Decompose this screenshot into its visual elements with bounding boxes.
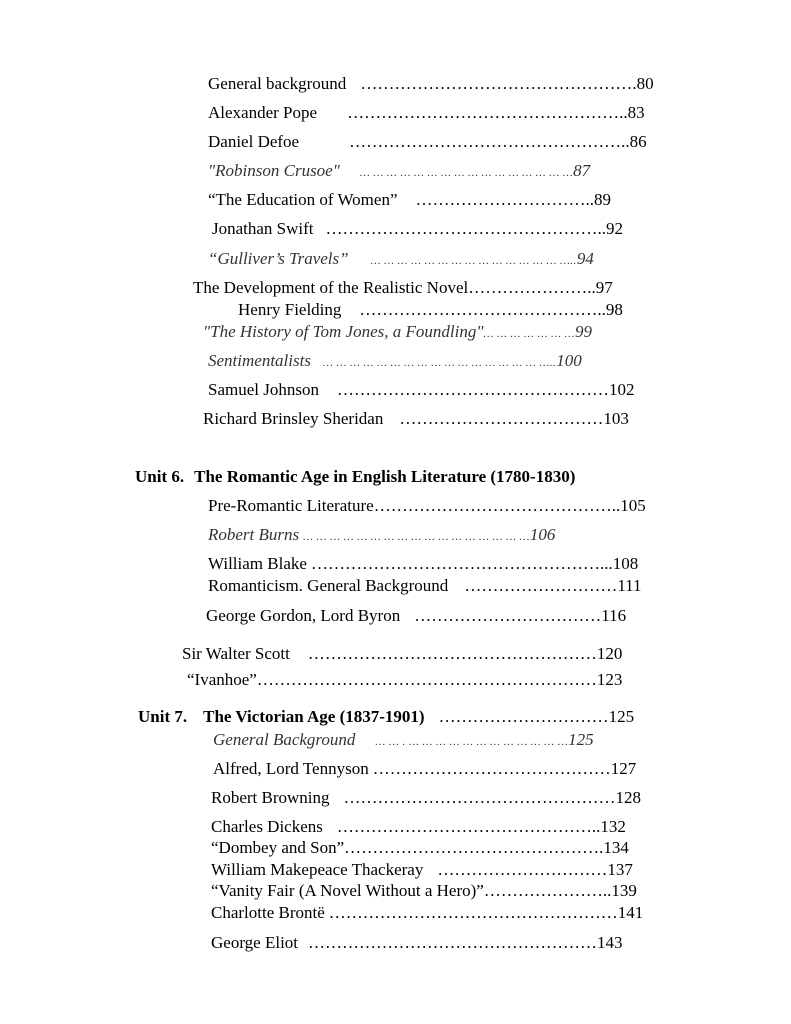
entry-page: 105 (620, 496, 646, 515)
toc-entry-romanticism (208, 576, 642, 596)
entry-page: 100 (556, 351, 582, 370)
entry-title: Samuel Johnson (208, 380, 319, 399)
entry-page: 111 (617, 576, 642, 595)
entry-dots: …………………………………………… (307, 644, 597, 663)
toc-entry-ivanhoe (187, 670, 622, 690)
entry-dots: …………………………………………… (308, 933, 598, 952)
entry-page: 80 (636, 74, 654, 93)
entry-title: William Makepeace Thackeray (211, 860, 424, 879)
entry-page: 89 (594, 190, 611, 209)
entry-title: “The Education of Women” (208, 190, 398, 209)
entry-page: 125 (568, 730, 594, 749)
entry-dots: …………………………………………. (360, 74, 637, 93)
entry-page: 125 (608, 707, 635, 726)
entry-dots: …………………………………… (372, 759, 611, 778)
entry-title: Charles Dickens (211, 817, 323, 836)
entry-title: Romanticism. General Background (208, 576, 449, 595)
entry-page: 116 (601, 606, 627, 625)
entry-dots: ………………………….. (415, 190, 594, 209)
toc-entry-dombey (211, 838, 629, 858)
entry-page: 94 (576, 249, 594, 268)
entry-page: 103 (603, 409, 629, 428)
unit-label: Unit 6. (135, 467, 185, 486)
entry-dots: …………………………………….. (359, 300, 606, 319)
entry-page: 141 (617, 903, 644, 922)
entry-dots: … … … … … … … … … … … … … … … … ….. (322, 357, 557, 369)
entry-page: 106 (529, 525, 556, 544)
entry-page: 92 (606, 219, 624, 238)
entry-dots: …………………………………………………… (256, 670, 597, 689)
entry-page: 108 (612, 554, 639, 573)
entry-dots: ………………………………………….. (347, 103, 628, 122)
toc-entry-sheridan (203, 409, 629, 429)
entry-title: Richard Brinsley Sheridan (203, 409, 384, 428)
entry-dots: ………………………………………….. (325, 219, 607, 238)
entry-dots: … … … … … … … … … … … … … … ….. (370, 255, 577, 267)
entry-dots: … … … … … … … … … … … … … … … … … (303, 531, 530, 543)
entry-title: “Ivanhoe” (187, 670, 257, 689)
toc-entry-dickens (211, 817, 626, 837)
toc-entry-byron (206, 606, 626, 626)
entry-title: Robert Burns (208, 525, 300, 544)
toc-entry-pre-romantic (208, 496, 646, 516)
entry-title: “Vanity Fair (A Novel Without a Hero)” (211, 881, 484, 900)
entry-title: Daniel Defoe (208, 132, 300, 151)
entry-dots: ……………………… (464, 576, 618, 595)
entry-dots: ………………….. (468, 278, 596, 297)
entry-page: 128 (615, 788, 642, 807)
entry-title: George Eliot (211, 933, 299, 952)
entry-page: 127 (610, 759, 637, 778)
entry-title: General background (208, 74, 347, 93)
entry-dots: ……………………………………….. (336, 817, 601, 836)
entry-dots: ………………….. (483, 881, 612, 900)
entry-title: William Blake (208, 554, 307, 573)
unit-title: The Victorian Age (1837-1901) (203, 707, 425, 726)
toc-entry-general-background (208, 74, 654, 94)
toc-entry-william-blake (208, 554, 638, 574)
entry-dots: … … … … … … … (483, 328, 575, 340)
entry-dots: … … . … … … … … … … … … … … … (375, 736, 569, 748)
entry-title: Sir Walter Scott (182, 644, 290, 663)
entry-title: George Gordon, Lord Byron (206, 606, 401, 625)
entry-dots: … … … … … … … … … … … … … … … … (359, 167, 574, 179)
entry-dots: ………………………… (438, 707, 609, 726)
toc-entry-daniel-defoe (208, 132, 647, 152)
entry-dots: ………………………………………… (343, 788, 616, 807)
toc-entry-bronte (211, 903, 643, 923)
entry-page: 120 (596, 644, 623, 663)
entry-page: 134 (603, 838, 629, 857)
entry-title: "Robinson Crusoe" (208, 161, 340, 180)
entry-title: Alexander Pope (208, 103, 318, 122)
entry-dots: …………………………… (414, 606, 602, 625)
toc-entry-realistic-novel (193, 278, 613, 298)
entry-page: 97 (595, 278, 613, 297)
entry-page: 139 (611, 881, 637, 900)
entry-page: 123 (596, 670, 623, 689)
toc-entry-vanity-fair (211, 881, 637, 901)
entry-dots: ………………………………………… (336, 380, 609, 399)
unit-6-heading (135, 467, 575, 487)
entry-title: Henry Fielding (238, 300, 342, 319)
entry-title: Sentimentalists (208, 351, 311, 370)
entry-page: 132 (600, 817, 626, 836)
entry-page: 86 (629, 132, 647, 151)
entry-page: 98 (605, 300, 623, 319)
toc-entry-walter-scott (182, 644, 622, 664)
toc-entry-alexander-pope (208, 103, 645, 123)
entry-page: 83 (627, 103, 645, 122)
entry-title: “Dombey and Son” (211, 838, 345, 857)
entry-dots: ………………………………………. (344, 838, 604, 857)
toc-entry-sentimentalists (208, 351, 582, 373)
toc-entry-robert-burns (208, 525, 555, 547)
entry-page: 102 (608, 380, 635, 399)
toc-entry-samuel-johnson (208, 380, 634, 400)
entry-dots: ……………………………… (399, 409, 604, 428)
toc-entry-tom-jones (203, 322, 592, 344)
entry-page: 99 (574, 322, 592, 341)
toc-entry-victorian-background (213, 730, 594, 752)
entry-title: Robert Browning (211, 788, 330, 807)
entry-page: 87 (573, 161, 591, 180)
entry-dots: …………………………………………… (328, 903, 618, 922)
entry-page: 143 (597, 933, 623, 952)
entry-title: The Development of the Realistic Novel (193, 278, 469, 297)
entry-title: Charlotte Brontë (211, 903, 325, 922)
entry-dots: ………………………………………….. (349, 132, 630, 151)
entry-title: Alfred, Lord Tennyson (213, 759, 369, 778)
entry-title: “Gulliver’s Travels” (208, 249, 349, 268)
toc-entry-education-of-women (208, 190, 611, 210)
unit-7-heading (138, 707, 634, 727)
toc-entry-thackeray (211, 860, 633, 880)
toc-entry-browning (211, 788, 641, 808)
toc-entry-jonathan-swift (212, 219, 623, 239)
toc-entry-tennyson (213, 759, 636, 779)
toc-entry-george-eliot (211, 933, 623, 953)
entry-dots: ………………………… (437, 860, 608, 879)
toc-entry-robinson-crusoe (208, 161, 590, 183)
entry-title: General Background (213, 730, 356, 749)
unit-label: Unit 7. (138, 707, 188, 726)
toc-entry-gullivers-travels (208, 249, 594, 271)
entry-dots: ……………………………………………... (310, 554, 613, 573)
toc-entry-henry-fielding (238, 300, 623, 320)
entry-dots: …………………………………….. (373, 496, 621, 515)
entry-page: 137 (607, 860, 633, 879)
entry-title: Pre-Romantic Literature (208, 496, 374, 515)
entry-title: Jonathan Swift (212, 219, 314, 238)
entry-title: "The History of Tom Jones, a Foundling" (203, 322, 484, 341)
unit-title: The Romantic Age in English Literature (1780-1830) (194, 467, 576, 486)
